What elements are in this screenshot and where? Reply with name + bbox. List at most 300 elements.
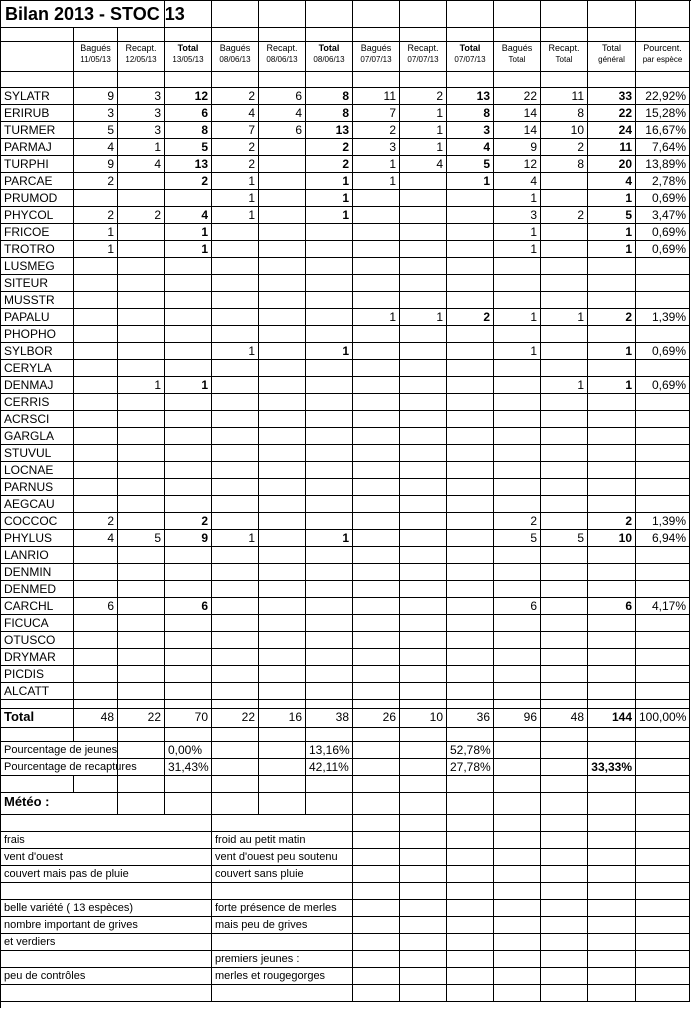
data-cell: 0,69% [636,343,690,360]
data-cell [306,445,353,462]
data-cell [306,632,353,649]
data-cell [494,394,541,411]
data-cell [541,275,588,292]
data-cell [259,139,306,156]
data-cell [541,462,588,479]
data-cell [353,683,400,700]
data-cell [541,241,588,258]
data-cell [306,326,353,343]
column-header-label: Bagués [501,43,533,53]
data-cell [212,479,259,496]
empty-cell [353,28,400,42]
data-cell: 11 [353,88,400,105]
data-cell: 1 [353,156,400,173]
data-cell [118,547,165,564]
empty-cell [1,776,74,793]
data-cell [541,581,588,598]
pct-jeunes-cell: 13,16% [306,742,353,759]
pct-recaptures-cell [400,759,447,776]
total-cell: 144 [588,709,636,728]
data-cell [447,241,494,258]
empty-cell [588,917,636,934]
data-cell [353,445,400,462]
empty-cell [353,832,400,849]
data-cell [259,326,306,343]
data-cell: 4 [74,530,118,547]
data-cell [494,462,541,479]
data-cell: 3 [118,122,165,139]
data-cell [259,428,306,445]
empty-cell [494,883,541,900]
data-cell [259,615,306,632]
data-cell [636,683,690,700]
data-cell [494,564,541,581]
data-cell: 2 [118,207,165,224]
data-cell: 1 [447,173,494,190]
data-cell [541,411,588,428]
empty-cell [212,728,259,742]
data-cell [118,564,165,581]
data-cell [74,326,118,343]
data-cell [212,683,259,700]
empty-cell [400,815,447,832]
column-header-label: Recapt. [548,43,580,53]
column-header-sublabel: par espèce [642,55,683,64]
empty-cell [447,815,494,832]
data-cell [74,377,118,394]
data-cell [259,224,306,241]
data-cell [165,275,212,292]
empty-cell [1,28,74,42]
data-cell [118,411,165,428]
empty-cell [306,776,353,793]
data-cell [306,411,353,428]
data-cell [636,326,690,343]
species-code: TURMER [1,122,74,139]
column-header-label: Recapt. [266,43,298,53]
empty-cell [353,883,400,900]
data-cell: 2 [212,139,259,156]
pct-jeunes-cell [212,742,259,759]
data-cell [636,411,690,428]
data-cell [259,360,306,377]
data-cell [306,564,353,581]
species-code: GARGLA [1,428,74,445]
data-cell [541,428,588,445]
empty-cell [400,72,447,88]
data-cell: 15,28% [636,105,690,122]
data-cell: 1,39% [636,309,690,326]
species-code: COCCOC [1,513,74,530]
data-cell [494,581,541,598]
data-cell [212,649,259,666]
data-cell: 6 [165,598,212,615]
empty-cell [447,866,494,883]
total-cell: 16 [259,709,306,728]
data-cell: 1 [306,207,353,224]
data-cell: 1 [494,343,541,360]
data-cell: 1 [494,309,541,326]
data-cell [353,598,400,615]
data-cell [494,377,541,394]
pct-jeunes-cell [353,742,400,759]
data-cell: 1 [353,173,400,190]
data-cell [259,292,306,309]
species-code: PRUMOD [1,190,74,207]
empty-cell [165,728,212,742]
data-cell: 2 [541,207,588,224]
empty-cell [165,1,212,28]
data-cell: 22 [588,105,636,122]
pct-recaptures-cell [353,759,400,776]
data-cell [74,581,118,598]
empty-cell [74,776,118,793]
empty-cell [541,968,588,985]
empty-cell [447,728,494,742]
data-cell: 8 [541,156,588,173]
empty-cell [494,968,541,985]
meteo-note-left [1,951,212,968]
data-cell [636,496,690,513]
data-cell [494,258,541,275]
empty-cell [588,883,636,900]
data-cell [588,445,636,462]
data-cell [400,394,447,411]
data-cell [165,683,212,700]
empty-cell [400,776,447,793]
empty-cell [636,728,690,742]
data-cell [588,581,636,598]
data-cell: 33 [588,88,636,105]
data-cell [541,666,588,683]
data-cell [447,207,494,224]
data-cell [259,666,306,683]
empty-cell [447,849,494,866]
empty-cell [259,793,306,815]
data-cell: 4 [447,139,494,156]
column-header-label: Total [177,43,199,53]
meteo-note-left: vent d'ouest [1,849,212,866]
data-cell [494,632,541,649]
data-cell [636,581,690,598]
data-cell: 1 [165,241,212,258]
data-cell [118,428,165,445]
data-cell [74,547,118,564]
data-cell [541,547,588,564]
data-cell [400,377,447,394]
data-cell [541,496,588,513]
empty-cell [588,951,636,968]
data-cell [447,462,494,479]
data-cell [212,224,259,241]
data-cell: 2 [588,309,636,326]
data-cell: 6 [259,122,306,139]
data-cell [259,564,306,581]
empty-cell [400,728,447,742]
data-cell [212,598,259,615]
empty-cell [541,883,588,900]
data-cell [74,292,118,309]
data-cell: 1 [118,139,165,156]
empty-cell [212,776,259,793]
data-cell [494,666,541,683]
empty-cell [636,1,690,28]
data-cell: 2 [74,513,118,530]
data-cell [588,615,636,632]
empty-cell [259,728,306,742]
data-cell [212,615,259,632]
data-cell [447,326,494,343]
data-cell [636,428,690,445]
total-cell: 10 [400,709,447,728]
pct-jeunes-cell [400,742,447,759]
data-cell [306,377,353,394]
species-code: SITEUR [1,275,74,292]
data-cell [306,241,353,258]
species-code: PAPALU [1,309,74,326]
column-header-sublabel: Total [555,55,573,64]
data-cell: 2 [165,513,212,530]
data-cell [165,411,212,428]
data-cell [636,564,690,581]
data-cell [353,411,400,428]
data-cell [494,292,541,309]
data-cell [636,632,690,649]
data-cell [541,683,588,700]
empty-cell [541,934,588,951]
data-cell: 1 [541,377,588,394]
data-cell [306,496,353,513]
data-cell: 9 [494,139,541,156]
data-cell [259,309,306,326]
data-cell: 1 [212,207,259,224]
empty-cell [588,934,636,951]
empty-cell [588,793,636,815]
data-cell [447,666,494,683]
data-cell [118,309,165,326]
data-cell: 3,47% [636,207,690,224]
data-cell: 2 [74,173,118,190]
data-cell [306,581,353,598]
empty-cell [636,917,690,934]
data-cell [400,496,447,513]
data-cell [588,428,636,445]
species-code: ERIRUB [1,105,74,122]
empty-cell [494,28,541,42]
data-cell [541,360,588,377]
meteo-note-right [212,883,353,900]
data-cell [259,377,306,394]
data-cell [118,326,165,343]
empty-cell [636,951,690,968]
data-cell [494,326,541,343]
data-cell [165,309,212,326]
empty-cell [636,72,690,88]
meteo-note-right: forte présence de merles [212,900,353,917]
data-cell [447,564,494,581]
data-cell [353,394,400,411]
data-cell: 4 [400,156,447,173]
pct-recaptures-cell: 31,43% [165,759,212,776]
data-cell: 6 [259,88,306,105]
data-cell [447,190,494,207]
data-cell [74,360,118,377]
data-cell: 1 [74,224,118,241]
data-cell [353,479,400,496]
data-cell: 8 [306,105,353,122]
data-cell [353,547,400,564]
column-header-label: Bagués [219,43,251,53]
empty-cell [588,28,636,42]
meteo-note-right: vent d'ouest peu soutenu [212,849,353,866]
column-header [494,42,541,72]
data-cell [212,292,259,309]
data-cell [353,360,400,377]
empty-cell [541,728,588,742]
data-cell: 3 [353,139,400,156]
data-cell: 1 [212,190,259,207]
data-cell [494,649,541,666]
data-cell [400,564,447,581]
data-cell [588,258,636,275]
data-cell [259,649,306,666]
species-code: MUSSTR [1,292,74,309]
data-cell [447,530,494,547]
data-cell [118,241,165,258]
empty-cell [353,728,400,742]
data-cell [400,207,447,224]
data-cell [636,258,690,275]
species-code: STUVUL [1,445,74,462]
total-cell: 22 [212,709,259,728]
species-code: LANRIO [1,547,74,564]
data-cell [259,479,306,496]
data-cell [400,479,447,496]
column-header-sublabel: 08/06/13 [313,55,345,64]
meteo-note-left: couvert mais pas de pluie [1,866,212,883]
data-cell [447,428,494,445]
empty-cell [636,985,690,1002]
data-cell [447,479,494,496]
data-cell [400,190,447,207]
data-cell: 4 [259,105,306,122]
column-header-sublabel: 07/07/13 [360,55,392,64]
data-cell: 1 [165,377,212,394]
data-cell [118,581,165,598]
pct-recaptures-cell [494,759,541,776]
data-cell [118,496,165,513]
data-cell [118,292,165,309]
pct-jeunes-cell [541,742,588,759]
data-cell [636,394,690,411]
data-cell [165,666,212,683]
empty-cell [541,951,588,968]
column-header-label: Total [318,43,340,53]
empty-cell [259,776,306,793]
data-cell [212,411,259,428]
data-cell [494,275,541,292]
empty-cell [400,1,447,28]
data-cell: 4 [74,139,118,156]
empty-cell [541,776,588,793]
data-cell [118,479,165,496]
empty-cell [588,72,636,88]
empty-cell [165,793,212,815]
empty-cell [400,951,447,968]
data-cell [588,479,636,496]
data-cell: 1 [306,530,353,547]
total-cell: 38 [306,709,353,728]
data-cell: 1 [212,530,259,547]
empty-cell [353,700,400,709]
pct-recaptures-cell [259,759,306,776]
data-cell [541,343,588,360]
data-cell [118,445,165,462]
data-cell [74,343,118,360]
data-cell [165,496,212,513]
species-code: AEGCAU [1,496,74,513]
data-cell [588,547,636,564]
meteo-note-left: peu de contrôles [1,968,212,985]
data-cell [74,462,118,479]
species-code: ACRSCI [1,411,74,428]
empty-cell [588,776,636,793]
empty-cell [353,866,400,883]
meteo-note-right [212,985,353,1002]
data-cell: 5 [588,207,636,224]
data-cell [447,649,494,666]
total-cell: 96 [494,709,541,728]
empty-cell [494,72,541,88]
species-code: DENMIN [1,564,74,581]
data-cell [212,377,259,394]
data-cell [400,241,447,258]
column-header [118,42,165,72]
empty-cell [74,72,118,88]
data-cell [400,547,447,564]
data-cell [118,462,165,479]
meteo-note-left: frais [1,832,212,849]
data-cell [588,683,636,700]
empty-cell [447,917,494,934]
pct-jeunes-label: Pourcentage de jeunes [1,742,118,759]
data-cell [212,394,259,411]
data-cell [259,241,306,258]
column-header-label: Total [601,43,621,53]
data-cell: 1 [74,241,118,258]
data-cell [494,683,541,700]
data-cell [400,683,447,700]
data-cell [541,224,588,241]
data-cell: 2,78% [636,173,690,190]
data-cell [118,632,165,649]
column-header [212,42,259,72]
data-cell: 12 [494,156,541,173]
data-cell [494,428,541,445]
meteo-note-right: merles et rougegorges [212,968,353,985]
empty-cell [400,934,447,951]
data-cell: 2 [541,139,588,156]
data-cell [541,258,588,275]
data-cell: 2 [447,309,494,326]
data-cell [353,292,400,309]
empty-cell [118,728,165,742]
empty-cell [400,832,447,849]
data-cell [447,632,494,649]
data-cell [74,649,118,666]
data-cell: 2 [306,139,353,156]
empty-cell [494,815,541,832]
